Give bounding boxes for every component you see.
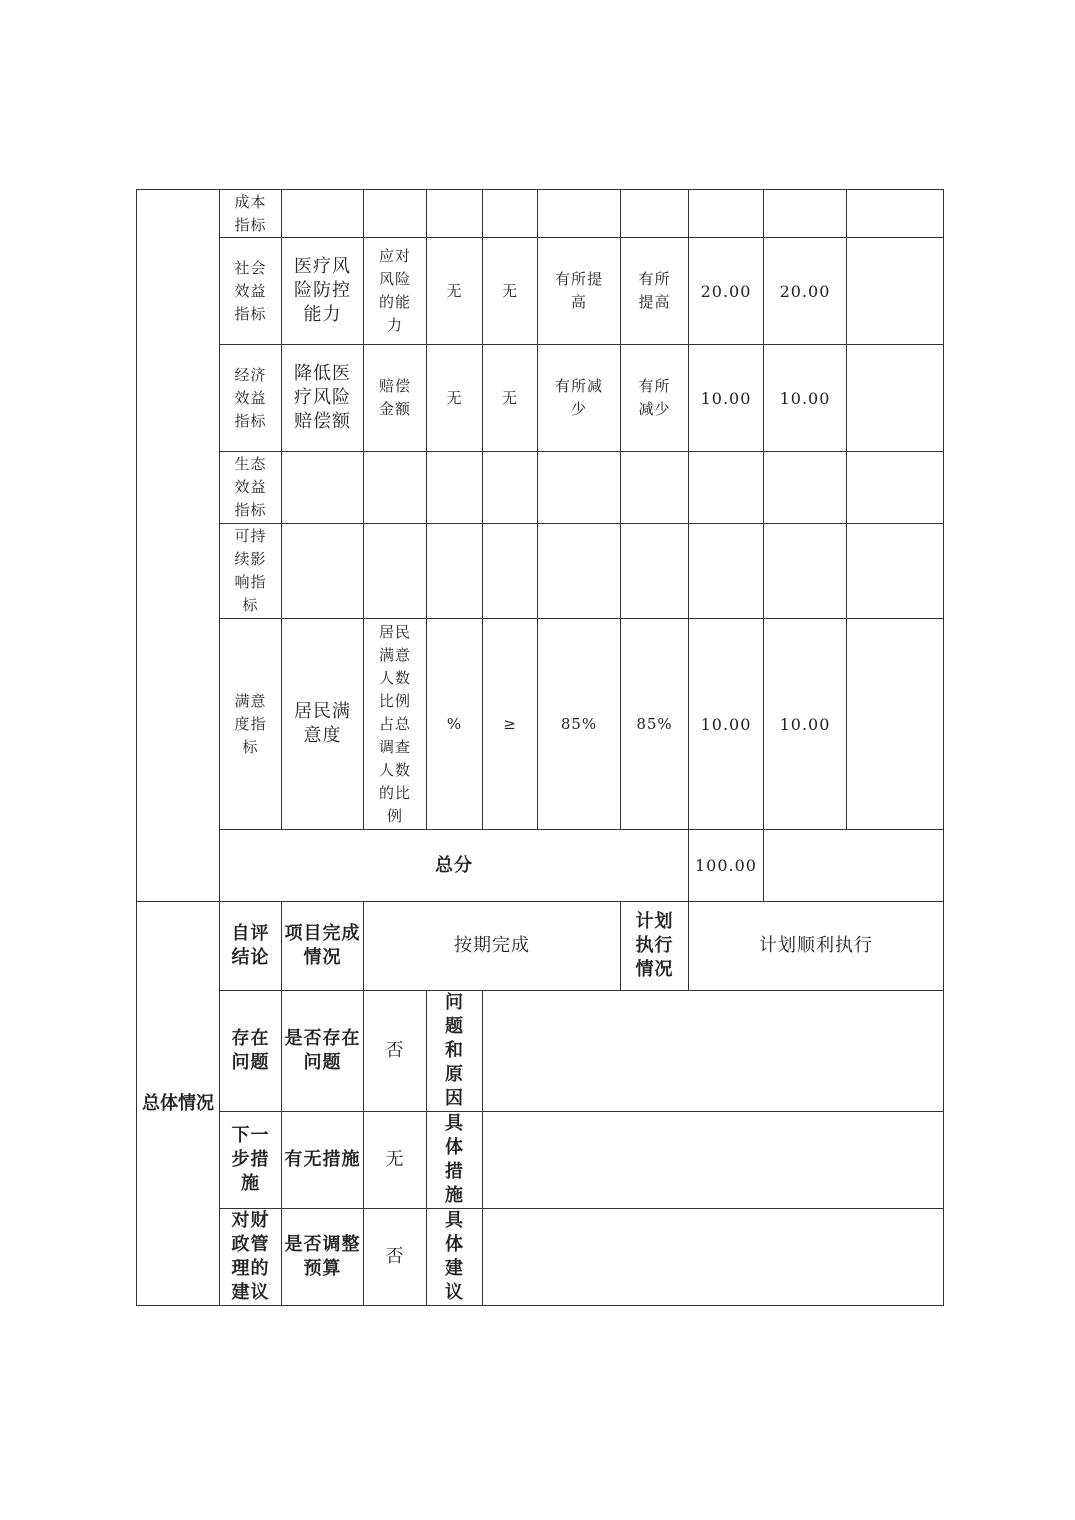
conclusion-value: 按期完成 (364, 902, 621, 991)
indicator-score (764, 452, 847, 524)
indicator-target (538, 190, 621, 238)
indicator-actual: 85% (621, 619, 689, 830)
indicator-target: 有所提高 (538, 238, 621, 345)
indicator-weight: 10.00 (689, 619, 764, 830)
total-value: 100.00 (689, 830, 764, 902)
indicator-actual (621, 524, 689, 619)
next-row (137, 1112, 944, 1209)
indicator-target: 85% (538, 619, 621, 830)
issues-detail-label: 问题和原因 (427, 991, 483, 1112)
table-row (137, 619, 944, 830)
indicator-weight: 10.00 (689, 345, 764, 452)
indicator-unit: 无 (427, 238, 483, 345)
indicator-dimension: 经济效益指标 (220, 345, 282, 452)
indicator-unit: % (427, 619, 483, 830)
indicator-actual (621, 190, 689, 238)
indicator-weight (689, 452, 764, 524)
indicator-standard: 应对风险的能力 (364, 238, 427, 345)
plan-value: 计划顺利执行 (689, 902, 944, 991)
table-row (137, 452, 944, 524)
left-merged-cell (137, 190, 220, 902)
indicator-name: 居民满意度 (282, 619, 364, 830)
indicator-operator (483, 452, 538, 524)
indicator-name (282, 524, 364, 619)
total-row (137, 830, 944, 902)
indicator-note (847, 190, 944, 238)
conclusion-sub-label: 项目完成情况 (282, 902, 364, 991)
next-label: 下一步措施 (220, 1112, 282, 1209)
indicator-note (847, 524, 944, 619)
advice-value: 否 (364, 1209, 427, 1306)
indicator-dimension: 可持续影响指标 (220, 524, 282, 619)
indicator-score (764, 524, 847, 619)
indicator-target (538, 452, 621, 524)
advice-row (137, 1209, 944, 1306)
indicator-target: 有所减少 (538, 345, 621, 452)
indicator-unit: 无 (427, 345, 483, 452)
next-value: 无 (364, 1112, 427, 1209)
conclusion-row (137, 902, 944, 991)
indicator-actual: 有所减少 (621, 345, 689, 452)
indicator-name (282, 190, 364, 238)
next-sub-label: 有无措施 (282, 1112, 364, 1209)
indicator-standard (364, 190, 427, 238)
summary-group-label: 总体情况 (137, 902, 220, 1306)
table-row (137, 345, 944, 452)
indicator-score: 10.00 (764, 345, 847, 452)
indicator-note (847, 452, 944, 524)
advice-label: 对财政管理的建议 (220, 1209, 282, 1306)
indicator-score: 20.00 (764, 238, 847, 345)
indicator-unit (427, 452, 483, 524)
total-blank (764, 830, 944, 902)
indicator-actual: 有所提高 (621, 238, 689, 345)
table-row (137, 524, 944, 619)
total-label: 总分 (220, 830, 689, 902)
indicator-operator (483, 524, 538, 619)
advice-sub-label: 是否调整预算 (282, 1209, 364, 1306)
indicator-unit (427, 190, 483, 238)
advice-detail-value (483, 1209, 944, 1306)
indicator-weight (689, 190, 764, 238)
indicator-score (764, 190, 847, 238)
plan-label: 计划执行情况 (621, 902, 689, 991)
indicator-operator: 无 (483, 345, 538, 452)
indicator-standard: 赔偿金额 (364, 345, 427, 452)
indicator-standard (364, 452, 427, 524)
issues-sub-label: 是否存在问题 (282, 991, 364, 1112)
indicator-dimension: 生态效益指标 (220, 452, 282, 524)
table-row (137, 238, 944, 345)
indicator-score: 10.00 (764, 619, 847, 830)
indicator-operator: 无 (483, 238, 538, 345)
indicator-dimension: 成本指标 (220, 190, 282, 238)
indicator-weight (689, 524, 764, 619)
indicator-weight: 20.00 (689, 238, 764, 345)
indicator-operator (483, 190, 538, 238)
indicator-note (847, 619, 944, 830)
table-row (137, 190, 944, 238)
indicator-dimension: 满意度指标 (220, 619, 282, 830)
indicator-standard (364, 524, 427, 619)
next-detail-value (483, 1112, 944, 1209)
indicator-note (847, 345, 944, 452)
advice-detail-label: 具体建议 (427, 1209, 483, 1306)
next-detail-label: 具体措施 (427, 1112, 483, 1209)
indicator-dimension: 社会效益指标 (220, 238, 282, 345)
performance-table (136, 189, 944, 1306)
indicator-name (282, 452, 364, 524)
conclusion-label: 自评结论 (220, 902, 282, 991)
indicator-name: 降低医疗风险赔偿额 (282, 345, 364, 452)
indicator-actual (621, 452, 689, 524)
issues-label: 存在问题 (220, 991, 282, 1112)
issues-row (137, 991, 944, 1112)
indicator-unit (427, 524, 483, 619)
indicator-note (847, 238, 944, 345)
indicator-standard: 居民满意人数比例占总调查人数的比例 (364, 619, 427, 830)
indicator-target (538, 524, 621, 619)
indicator-operator: ≥ (483, 619, 538, 830)
indicator-name: 医疗风险防控能力 (282, 238, 364, 345)
issues-detail-value (483, 991, 944, 1112)
issues-value: 否 (364, 991, 427, 1112)
